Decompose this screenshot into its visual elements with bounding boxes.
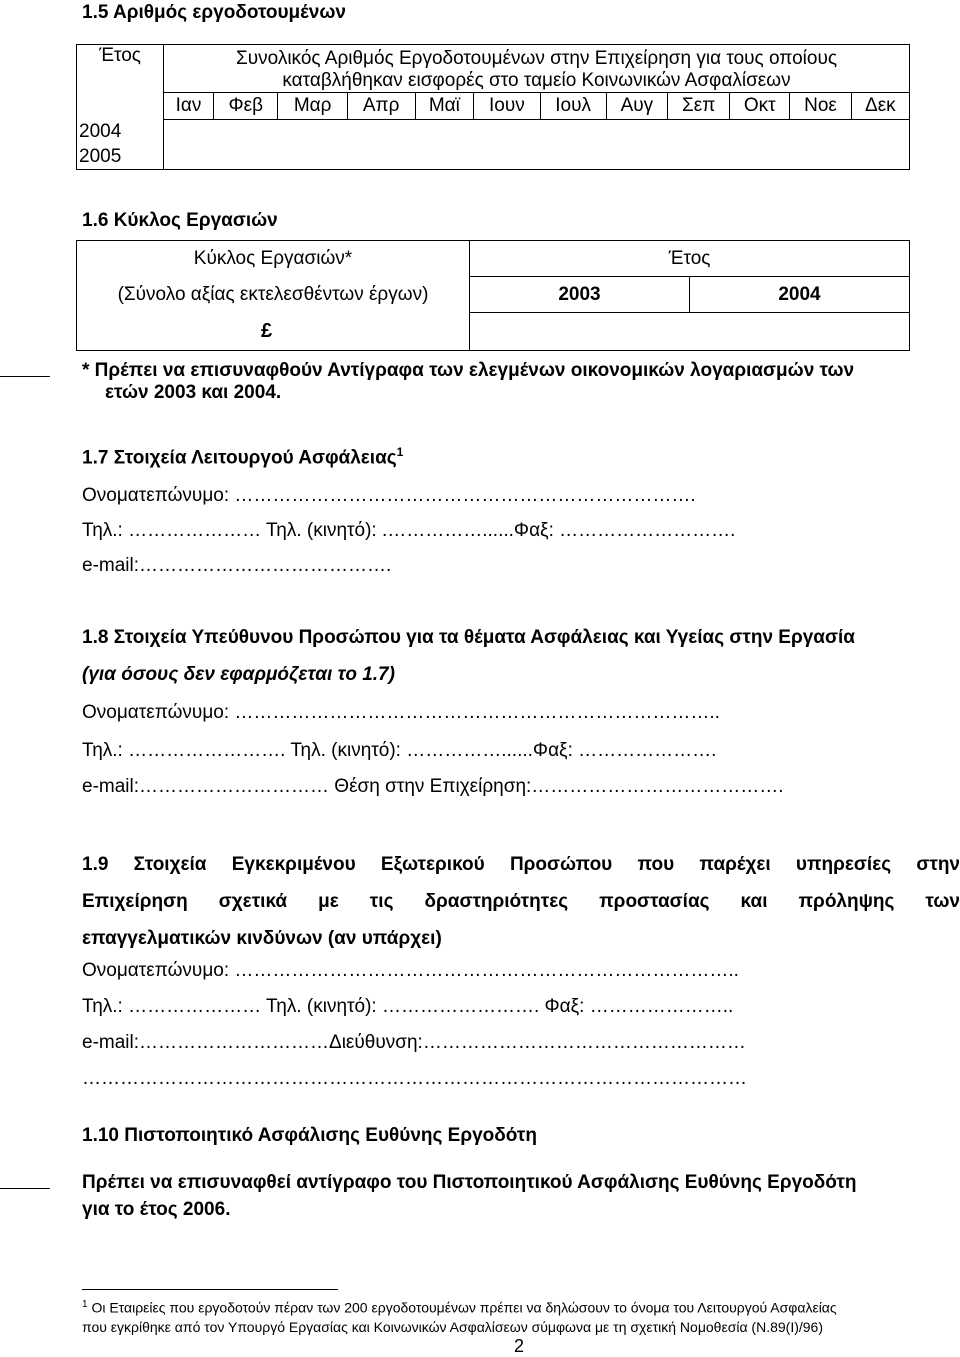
month-cell: Σεπ <box>667 93 729 120</box>
section-1-8-subtitle: (για όσους δεν εφαρμόζεται το 1.7) <box>82 664 395 685</box>
month-cell: Μαρ <box>278 93 347 120</box>
month-cell: Ιουλ <box>540 93 606 120</box>
footnote: $^1$ Οι Εταιρείες που εργοδοτούν πέραν των 200 εργοδοτουμένων πρέπει να δηλώσουν το όνομα του Λειτουργού Ασφαλείας που εγκρίθηκε από τον Υπουργό Εργασίας και Κοινωνικών Ασφαλίσεων σύμφωνα με τη σχετική Νομοθεσία (Ν.89(Ι)/96) <box>82 1299 837 1335</box>
external-name-field[interactable]: Ονοματεπώνυμο: …………………………………………………………………….. <box>82 960 739 981</box>
section-1-5-title: 1.5 Αριθμός εργοδοτουμένων <box>82 2 346 23</box>
safety-officer-email-field[interactable]: e-mail:…………………………………. <box>82 555 392 576</box>
month-cell: Δεκ <box>851 93 909 120</box>
year-header: Έτος <box>77 45 164 120</box>
year-2003: 2003 <box>470 277 690 313</box>
external-email-address-field[interactable]: e-mail:…………………………Διεύθυνση:…………………………………………… <box>82 1032 746 1053</box>
year-cell: 2004 <box>77 120 164 145</box>
section-1-10-title: 1.10 Πιστοποιητικό Ασφάλισης Ευθύνης Εργοδότη <box>82 1125 537 1146</box>
certificate-note: Πρέπει να επισυναφθεί αντίγραφο του Πιστοποιητικού Ασφάλισης Ευθύνης Εργοδότη για το έτος 2006. <box>82 1172 857 1220</box>
year-2004: 2004 <box>690 277 910 313</box>
month-cell: Φεβ <box>214 93 278 120</box>
footnote-separator <box>82 1289 338 1290</box>
year-header: Έτος <box>470 241 910 277</box>
year-cell: 2005 <box>77 145 164 170</box>
month-cell: Αυγ <box>606 93 667 120</box>
safety-officer-name-field[interactable]: Ονοματεπώνυμο: ………………………………………………………………. <box>82 485 696 506</box>
turnover-value-cell[interactable] <box>470 313 910 351</box>
employees-main-header: Συνολικός Αριθμός Εργοδοτουμένων στην Επιχείρηση για τους οποίους καταβλήθηκαν εισφορές στο ταμείο Κοινωνικών Ασφαλίσεων <box>164 45 910 93</box>
external-phone-field[interactable]: Τηλ.: ………………… Τηλ. (κινητό): ……………………. Φαξ: ………………….. <box>82 996 734 1017</box>
section-1-9-title: 1.9 Στοιχεία Εγκεκριμένου Εξωτερικού Προσώπου που παρέχει υπηρεσίες στην Επιχείρηση σχετικά με τις δραστηριότητες προστασίας και πρόληψης των επαγγελματικών κινδύνων (αν υπάρχει) <box>82 854 960 949</box>
month-cell: Οκτ <box>730 93 790 120</box>
footnote-ref: 1 <box>396 445 404 459</box>
month-cell: Ιουν <box>474 93 540 120</box>
months-row <box>77 93 910 120</box>
month-cell: Νοε <box>790 93 851 120</box>
footnote-rule <box>0 376 50 377</box>
page-number: 2 <box>514 1336 525 1356</box>
turnover-header: Κύκλος Εργασιών* <box>77 241 470 277</box>
section-1-8-title: 1.8 Στοιχεία Υπεύθυνου Προσώπου για τα θέματα Ασφάλειας και Υγείας στην Εργασία <box>82 627 855 648</box>
turnover-table <box>76 240 910 351</box>
external-address-extra-field[interactable]: …………………………………………………………………………………………… <box>82 1068 747 1089</box>
turnover-note: * Πρέπει να επισυναφθούν Αντίγραφα των ελεγμένων οικονομικών λογαριασμών των ετών 2003 και 2004. <box>82 360 855 403</box>
employees-table <box>76 44 910 170</box>
month-cell: Ιαν <box>164 93 214 120</box>
section-1-6-title: 1.6 Κύκλος Εργασιών <box>82 210 278 231</box>
turnover-subheader: (Σύνολο αξίας εκτελεσθέντων έργων) <box>77 277 470 313</box>
month-cell: Απρ <box>347 93 415 120</box>
table-row <box>77 120 910 145</box>
footnote-rule <box>0 1188 50 1189</box>
section-1-7-title: 1.7 Στοιχεία Λειτουργού Ασφάλειας$^1$ <box>82 445 404 469</box>
responsible-name-field[interactable]: Ονοματεπώνυμο: ………………………………………………………………….. <box>82 702 720 723</box>
month-cell: Μαϊ <box>415 93 474 120</box>
employees-data-cell[interactable] <box>164 120 910 170</box>
currency-symbol: £ <box>77 313 470 351</box>
responsible-phone-field[interactable]: Τηλ.: ……………………. Τηλ. (κινητό): ……………......Φαξ: …………………. <box>82 740 717 761</box>
responsible-email-field[interactable]: e-mail:………………………… Θέση στην Επιχείρηση:…………………………………. <box>82 776 784 797</box>
safety-officer-phone-field[interactable]: Τηλ.: ………………… Τηλ. (κινητό): .……………......Φαξ: ………………………. <box>82 520 736 541</box>
